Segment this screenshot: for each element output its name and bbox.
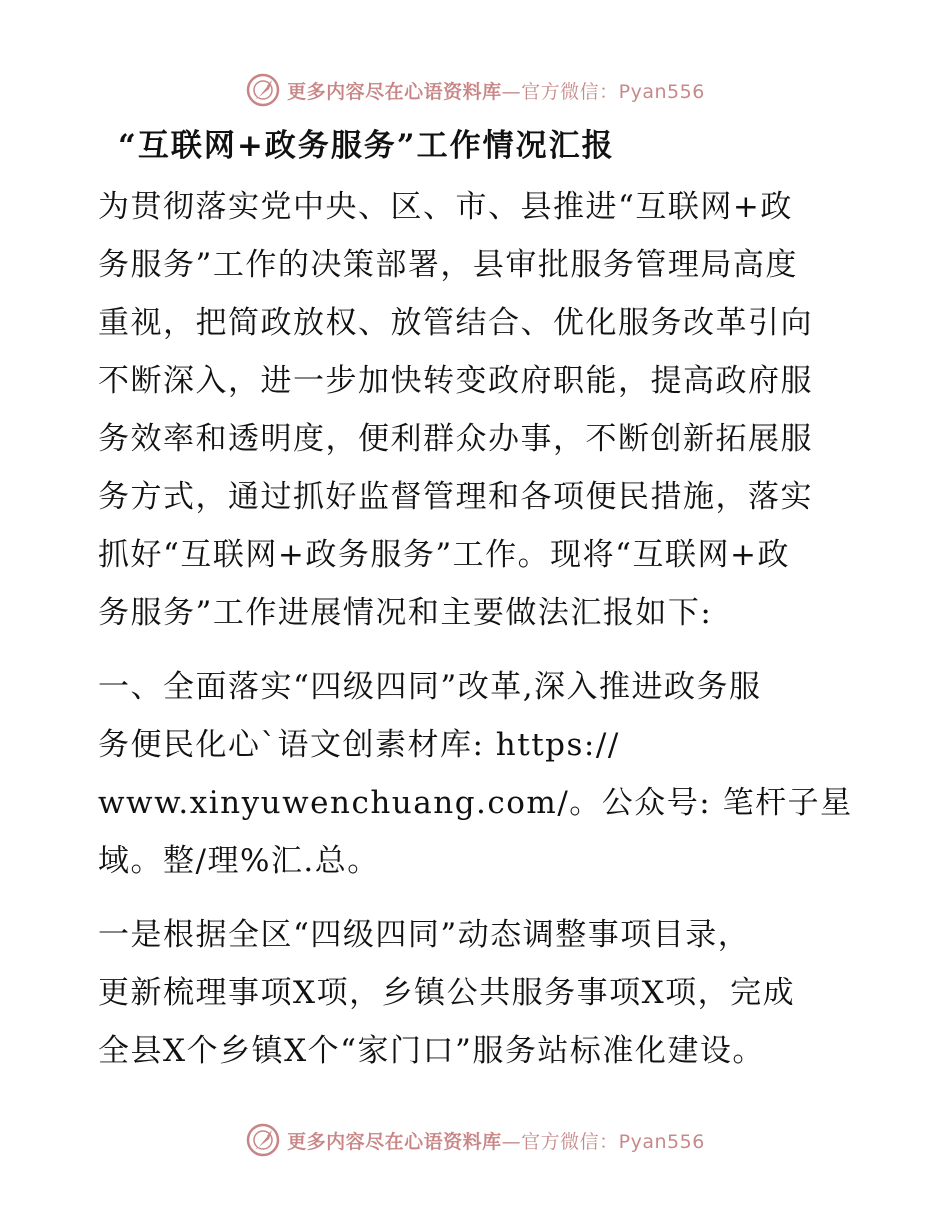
document-body <box>98 118 853 1080</box>
header-watermark-banner <box>0 68 950 112</box>
quill-circle-icon <box>245 72 281 108</box>
text-line: 抓好“互联网+政务服务”工作。现将“互联网+政 <box>98 537 790 573</box>
watermark-text: 更多内容尽在心语资料库—官方微信：Pyan556 <box>287 80 705 103</box>
watermark-text: 更多内容尽在心语资料库—官方微信：Pyan556 <box>287 1130 705 1153</box>
page-title: “互联网+政务服务”工作情况汇报 <box>118 128 615 164</box>
footer-watermark-banner <box>0 1118 950 1162</box>
text-line: 不断深入，进一步加快转变政府职能，提高政府服 <box>98 363 813 399</box>
text-line: 一、全面落实“四级四同”改革,深入推进政务服 <box>98 669 762 705</box>
paragraph-item-one <box>98 906 850 1080</box>
text-line: 务服务”工作进展情况和主要做法汇报如下: <box>98 595 713 631</box>
text-line: 务方式，通过抓好监督管理和各项便民措施，落实 <box>98 479 813 515</box>
text-line: 为贯彻落实党中央、区、市、县推进“互联网+政 <box>98 189 793 225</box>
text-line: 务便民化心`语文创素材库: https:// <box>98 727 620 763</box>
paragraph-section-one <box>98 658 853 890</box>
text-line: 务效率和透明度，便利群众办事，不断创新拓展服 <box>98 421 813 457</box>
text-line: 全县X个乡镇X个“家门口”服务站标准化建设。 <box>98 1033 765 1069</box>
text-line: 一是根据全区“四级四同”动态调整事项目录， <box>98 917 751 953</box>
text-line: 域。整/理%汇.总。 <box>98 843 380 879</box>
text-line: 更新梳理事项X项，乡镇公共服务事项X项，完成 <box>98 975 796 1011</box>
text-line: 重视，把简政放权、放管结合、优化服务改革引向 <box>98 305 813 341</box>
text-line: www.xinyuwenchuang.com/。公众号: 笔杆子星 <box>98 785 853 821</box>
text-line: 务服务”工作的决策部署，县审批服务管理局高度 <box>98 247 798 283</box>
quill-circle-icon <box>245 1122 281 1158</box>
paragraph-intro <box>98 178 850 642</box>
